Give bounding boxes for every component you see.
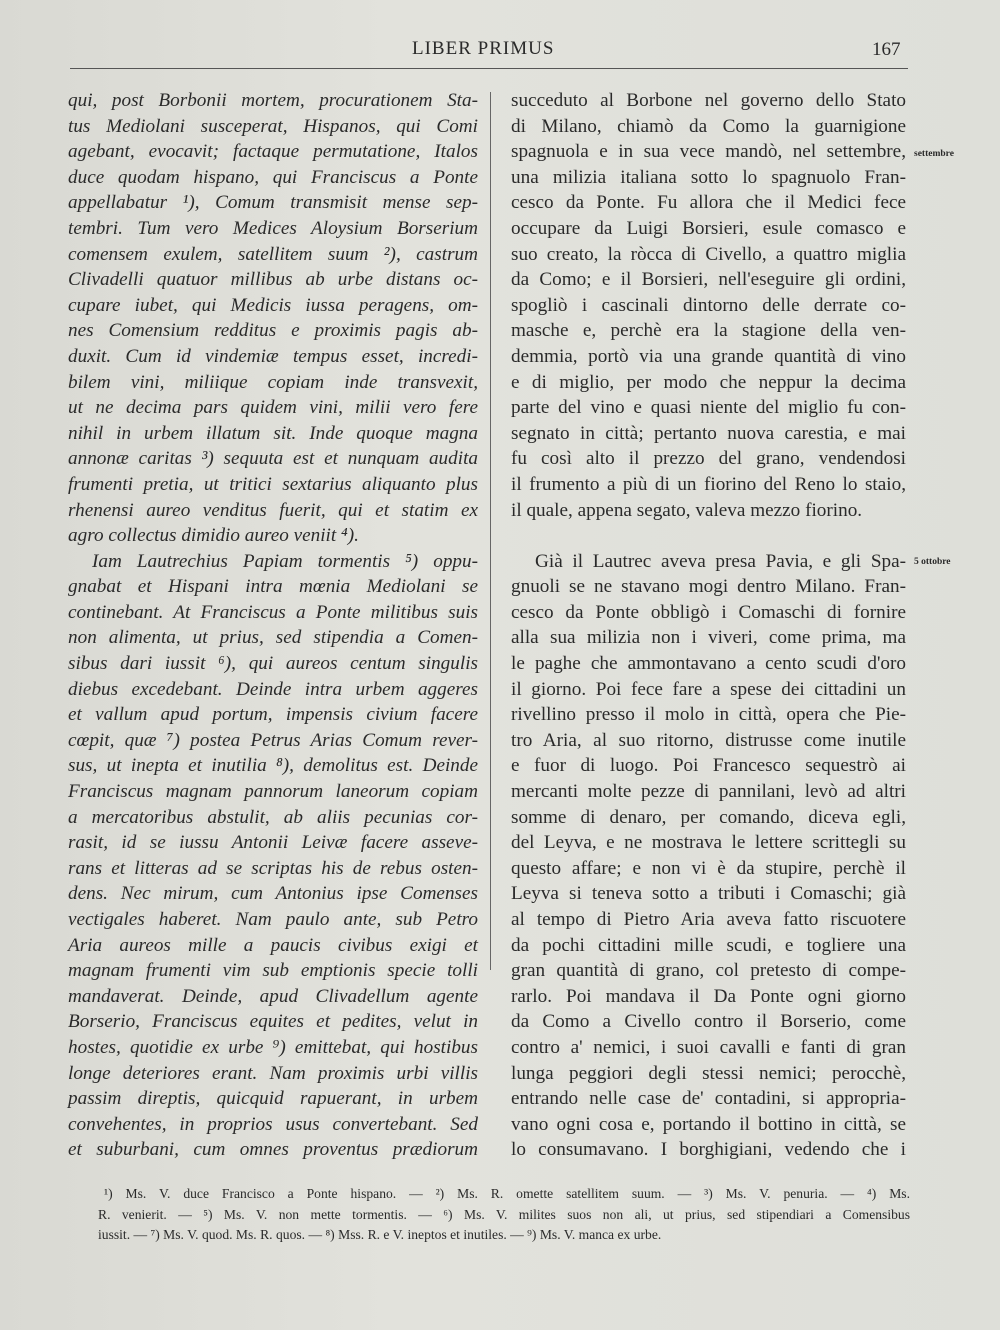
text-line: spogliò i cascinali dintorno delle derrate co- xyxy=(511,294,906,316)
text-line: gnuoli se ne stavano mogi dentro Milano. Fran- xyxy=(511,576,906,598)
text-line: agebant, evocavit; factaque permutatione, Italos xyxy=(68,141,478,163)
paragraph-gap xyxy=(511,523,906,549)
column-divider xyxy=(490,92,491,970)
margin-note-settembre: settembre xyxy=(914,149,954,159)
text-line: al tempo di Pietro Aria aveva fatto riscuotere xyxy=(511,909,906,930)
text-line: tus Mediolani susceperat, Hispanos, qui Comi xyxy=(68,115,478,137)
text-line: nes Comensium redditus e proximis pagis ab- xyxy=(68,320,478,342)
text-line: di Milano, chiamò da Como la guarnigione xyxy=(511,115,906,137)
text-line: contro a' nemici, i suoi cavalli e fanti di gran xyxy=(511,1036,906,1058)
text-line: il giorno. Poi fece fare a spese dei cittadini un xyxy=(511,678,906,700)
text-line: gnabat et Hispani intra mœnia Mediolani se xyxy=(68,576,478,598)
text-line: bilem vini, miliique copiam inde transvexit, xyxy=(68,371,478,393)
text-line: vectigales haberet. Nam paulo ante, sub Petro xyxy=(68,909,478,930)
running-head xyxy=(0,38,1000,68)
text-line: succeduto al Borbone nel governo dello Stato xyxy=(511,90,906,111)
text-line: alla sua milizia non i viveri, come prima, ma xyxy=(511,627,906,649)
text-line: Borserio, Franciscus equites et pedites, velut in xyxy=(68,1011,478,1033)
text-line: et suburbani, cum omnes proventus prædiorum xyxy=(68,1139,478,1161)
text-line: Aria aureos mille a paucis civibus exigi et xyxy=(68,934,478,956)
text-line: magnam frumenti vim sub emptionis specie tolli xyxy=(68,960,478,982)
text-line: duxit. Cum id vindemiæ tempus esset, incredi- xyxy=(68,345,478,367)
text-line: tro Aria, al suo ritorno, distrusse come inutile xyxy=(511,729,906,751)
text-line: parte del vino e quasi niente del miglio fu con- xyxy=(511,397,906,419)
text-line: sibus dari iussit ⁶), qui aureos centum singulis xyxy=(68,653,478,675)
text-line: Già il Lautrec aveva presa Pavia, e gli Spa- xyxy=(535,550,906,572)
text-line: diebus excedebant. Deinde intra urbem aggeres xyxy=(68,678,478,700)
text-line: annonæ caritas ³) sequuta est et nunquam audita xyxy=(68,448,478,470)
text-line: occupare da Luigi Borsieri, esule comasco e xyxy=(511,217,906,239)
text-line: le paghe che ammontavano a cento scudi d'oro xyxy=(511,653,906,675)
footnote-line: ¹) Ms. V. duce Francisco a Ponte hispano. — ²) Ms. R. omette satellitem suum. — ³) Ms. V. penuria. — ⁴) Ms. xyxy=(104,1186,910,1201)
text-line: lunga peggiori degli stessi nemici; perocchè, xyxy=(511,1062,906,1084)
text-line: appellabatur ¹), Comum transmisit mense sep- xyxy=(68,192,478,214)
text-line: lo consumavano. I borghigiani, vedendo che i xyxy=(511,1139,906,1161)
header-rule xyxy=(70,68,908,69)
text-line: agro collectus dimidio aureo veniit ⁴). xyxy=(68,525,359,547)
text-line: segnato in città; pertanto nuova carestia, e mai xyxy=(511,422,906,444)
text-line: il quale, appena segato, valeva mezzo fiorino. xyxy=(511,499,863,521)
text-line: mercanti molte pezze di pannilani, levò ad altri xyxy=(511,781,906,803)
text-line: masche e, perchè era la stagione della ven- xyxy=(511,320,906,342)
text-line: hostes, quotidie ex urbe ⁹) emittebat, qui hostibus xyxy=(68,1036,478,1058)
text-line: passim direptis, quicquid rapuerant, in urbem xyxy=(68,1088,478,1110)
text-line: ut ne decima pars quidem vini, milii vero fere xyxy=(68,397,478,419)
italian-text-column xyxy=(511,88,906,1163)
text-line: una milizia italiana sotto lo spagnuolo Fran- xyxy=(511,166,906,188)
text-line: mandaverat. Deinde, apud Clivadellum agente xyxy=(68,985,478,1007)
text-line: entrando nelle case de' contadini, si appropria- xyxy=(511,1088,906,1110)
text-line: continebant. At Franciscus a Ponte militibus suis xyxy=(68,601,478,623)
text-line: suo creato, la ròcca di Civello, a quattro miglia xyxy=(511,243,906,265)
text-line: rivellino presso il molo in città, opera che Pie- xyxy=(511,704,906,726)
text-line: convehentes, in proprios usus convertebant. Sed xyxy=(68,1113,478,1135)
text-line: spagnuola e in sua vece mandò, nel settembre, xyxy=(511,141,906,163)
text-line: cesco da Ponte obbligò i Comaschi di fornire xyxy=(511,601,906,623)
text-line: vano ogni cosa e, portando il bottino in città, se xyxy=(511,1113,906,1135)
text-line: rarlo. Poi mandava il Da Ponte ogni giorno xyxy=(511,985,906,1007)
text-line: et vallum apud portum, impensis civium facere xyxy=(68,704,478,726)
text-line: sus, ut inepta et inutilia ⁸), demolitus est. Deinde xyxy=(68,755,478,777)
text-line: da Como a Civello contro il Borserio, come xyxy=(511,1011,906,1033)
text-line: non alimenta, ut prius, sed stipendia a Comen- xyxy=(68,627,478,649)
footnotes xyxy=(98,1184,910,1246)
running-title: LIBER PRIMUS xyxy=(412,38,555,59)
text-line: e di miglio, per modo che neppur la decima xyxy=(511,371,906,393)
text-line: longe deteriores erant. Nam proximis urbi villis xyxy=(68,1062,478,1084)
text-line: nihil in urbem illatum sit. Inde quoque magna xyxy=(68,422,478,444)
text-line: demmia, portò via una grande quantità di vino xyxy=(511,345,906,367)
text-line: cœpit, quæ ⁷) postea Petrus Arias Comum rever- xyxy=(68,729,478,751)
text-line: rans et litteras ad se scriptas his de rebus osten- xyxy=(68,857,478,879)
text-line: da pochi cittadini mille scudi, e togliere una xyxy=(511,934,906,956)
margin-note-ottobre: 5 ottobre xyxy=(914,557,951,567)
text-line: frumenti pretia, ut tritici sextarius aliquanto plus xyxy=(68,473,478,495)
text-line: rasit, id se iussu Antonii Leivæ facere asseve- xyxy=(68,832,478,854)
text-line: comensem exulem, satellitem suum ²), castrum xyxy=(68,243,478,265)
text-line: qui, post Borbonii mortem, procurationem Sta- xyxy=(68,90,478,111)
text-line: il frumento a più di un fiorino del Reno lo staio, xyxy=(511,473,906,495)
text-line: a mercatoribus abstulit, ab aliis pecunias cor- xyxy=(68,806,478,828)
text-line: e fuor di luogo. Poi Francesco sequestrò ai xyxy=(511,755,906,777)
text-line: Franciscus magnam pannorum laneorum copiam xyxy=(68,781,478,803)
text-line: tembri. Tum vero Medices Aloysium Borserium xyxy=(68,217,478,239)
text-line: questo affare; e non vi è da stupire, perchè il xyxy=(511,857,906,879)
text-line: somme di denaro, per comando, diceva egli, xyxy=(511,806,906,828)
text-line: dens. Nec mirum, cum Antonius ipse Comenses xyxy=(68,883,478,905)
text-line: fu così alto il prezzo del grano, vendendosi xyxy=(511,448,906,470)
text-line: da Como; e il Borsieri, nell'eseguire gli ordini, xyxy=(511,269,906,291)
text-line: Leyva si teneva sotto a tributi i Comaschi; già xyxy=(511,883,906,905)
text-line: cupare iubet, qui Medicis iussa peragens, om- xyxy=(68,294,478,316)
footnote-line: R. venierit. — ⁵) Ms. V. non mette tormentis. — ⁶) Ms. V. milites suos non ali, ut prius, sed stipendiari a Comensibus xyxy=(98,1206,910,1222)
text-line: cesco da Ponte. Fu allora che il Medici fece xyxy=(511,192,906,214)
text-line: rhenensi aureo venditus fuerit, qui et statim ex xyxy=(68,499,478,521)
footnote-line: iussit. — ⁷) Ms. V. quod. Ms. R. quos. — ⁸) Mss. R. e V. ineptos et inutiles. — ⁹) Ms. V. manca ex urbe. xyxy=(98,1227,662,1242)
text-line: Clivadelli quatuor millibus ab urbe distans oc- xyxy=(68,269,478,291)
text-line: Iam Lautrechius Papiam tormentis ⁵) oppu- xyxy=(92,550,478,572)
page-number: 167 xyxy=(872,39,901,60)
latin-text-column xyxy=(68,88,478,1163)
text-line: gran quantità di grano, col pretesto di compe- xyxy=(511,960,906,982)
text-line: duce quodam hispano, qui Franciscus a Ponte xyxy=(68,166,478,188)
text-line: del Leyva, e ne mostrava le lettere scrittegli su xyxy=(511,832,906,854)
